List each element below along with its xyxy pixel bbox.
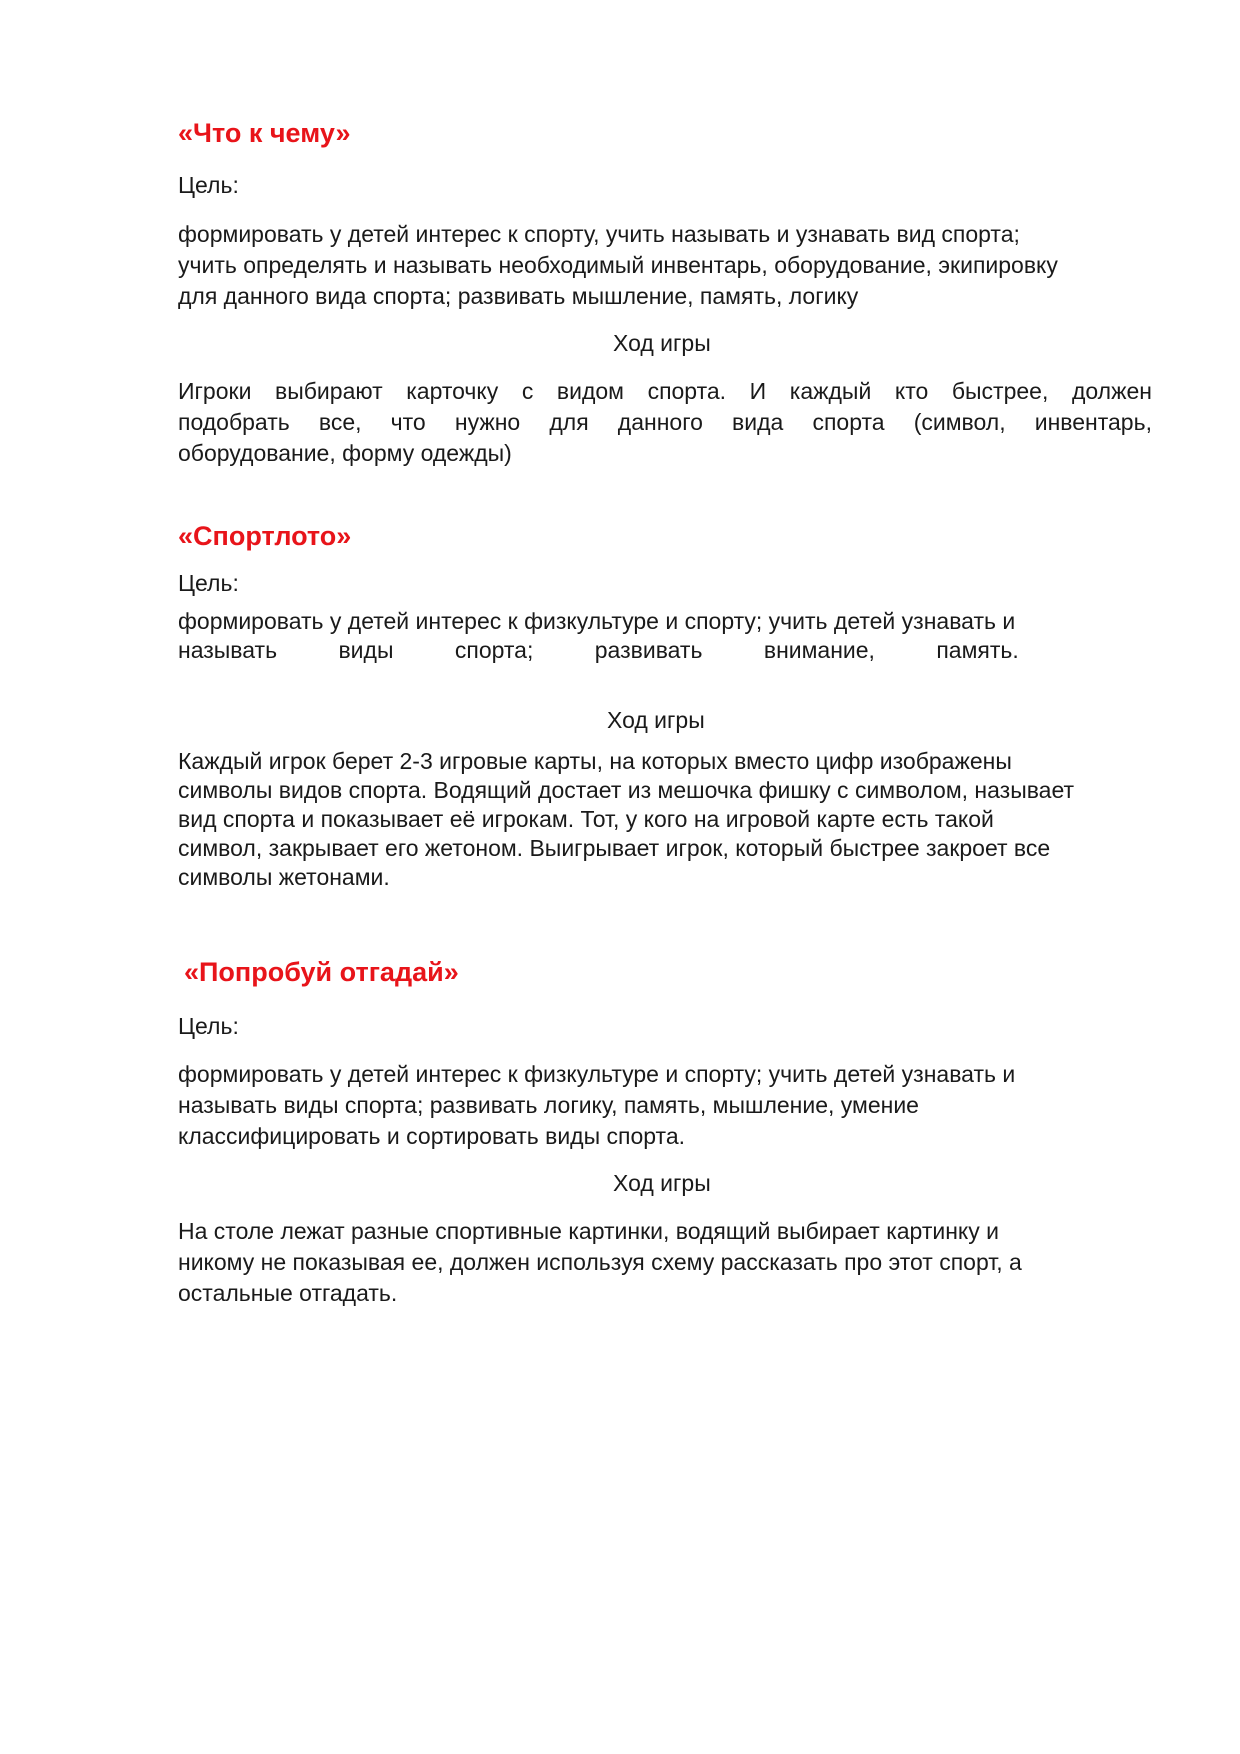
goal-label-3: Цель:	[178, 1013, 239, 1039]
word: должен	[1071, 378, 1152, 404]
goal-line: учить определять и называть необходимый инвентарь, оборудование, экипировку	[178, 252, 1058, 278]
word: вида	[732, 409, 784, 435]
word: карточку	[406, 378, 499, 404]
course-line: остальные отгадать.	[178, 1280, 398, 1306]
word: кто	[894, 378, 929, 404]
word: нужно	[454, 409, 521, 435]
goal-line: формировать у детей интерес к физкультуре и спорту; учить детей узнавать и	[178, 608, 1016, 634]
goal-text-1	[178, 219, 1178, 312]
word: быстрее,	[951, 378, 1049, 404]
word: Игроки	[178, 378, 252, 404]
goal-line: называть виды спорта; развивать логику, память, мышление, умение	[178, 1092, 919, 1118]
word: для	[549, 409, 589, 435]
course-label-1: Ход игры	[613, 330, 711, 356]
course-text-3	[178, 1216, 1178, 1309]
goal-line: классифицировать и сортировать виды спорта.	[178, 1123, 685, 1149]
course-line: На столе лежат разные спортивные картинки, водящий выбирает картинку и	[178, 1218, 999, 1244]
course-label-3: Ход игры	[613, 1170, 711, 1196]
course-line: оборудование, форму одежды)	[178, 440, 512, 466]
course-line-justified	[178, 376, 1152, 407]
goal-line: формировать у детей интерес к спорту, учить называть и узнавать вид спорта;	[178, 221, 1020, 247]
word: с	[521, 378, 534, 404]
word: (символ,	[913, 409, 1006, 435]
goal-text-3	[178, 1059, 1178, 1152]
word: данного	[617, 409, 703, 435]
word: все,	[318, 409, 362, 435]
goal-line: называть виды спорта; развивать внимание, память.	[178, 637, 1019, 663]
course-line: символы видов спорта. Водящий достает из мешочка фишку с символом, называет	[178, 777, 1075, 803]
course-text-1	[178, 376, 1152, 469]
course-line: символ, закрывает его жетоном. Выигрывает игрок, который быстрее закроет все	[178, 835, 1051, 861]
goal-line: формировать у детей интерес к физкультуре и спорту; учить детей узнавать и	[178, 1061, 1016, 1087]
goal-label-2: Цель:	[178, 570, 239, 596]
course-label-2: Ход игры	[607, 707, 705, 733]
word: каждый	[789, 378, 872, 404]
course-line: вид спорта и показывает её игрокам. Тот, у кого на игровой карте есть такой	[178, 806, 994, 832]
game-title-1: «Что к чему»	[178, 118, 351, 148]
goal-label-1: Цель:	[178, 172, 239, 198]
word: подобрать	[178, 409, 290, 435]
goal-line: для данного вида спорта; развивать мышление, память, логику	[178, 283, 859, 309]
course-text-2	[178, 747, 1142, 892]
course-line: символы жетонами.	[178, 864, 390, 890]
game-title-3: «Попробуй отгадай»	[184, 957, 459, 987]
word: И	[749, 378, 767, 404]
goal-text-2	[178, 607, 1142, 665]
word: видом	[556, 378, 624, 404]
word: что	[390, 409, 426, 435]
game-title-2: «Спортлото»	[178, 521, 352, 551]
word: спорта.	[647, 378, 727, 404]
word: инвентарь,	[1034, 409, 1152, 435]
course-line: Каждый игрок берет 2-3 игровые карты, на которых вместо цифр изображены	[178, 748, 1012, 774]
word: выбирают	[275, 378, 383, 404]
course-line: никому не показывая ее, должен используя схему рассказать про этот спорт, а	[178, 1249, 1022, 1275]
word: спорта	[812, 409, 885, 435]
course-line-justified	[178, 407, 1152, 438]
